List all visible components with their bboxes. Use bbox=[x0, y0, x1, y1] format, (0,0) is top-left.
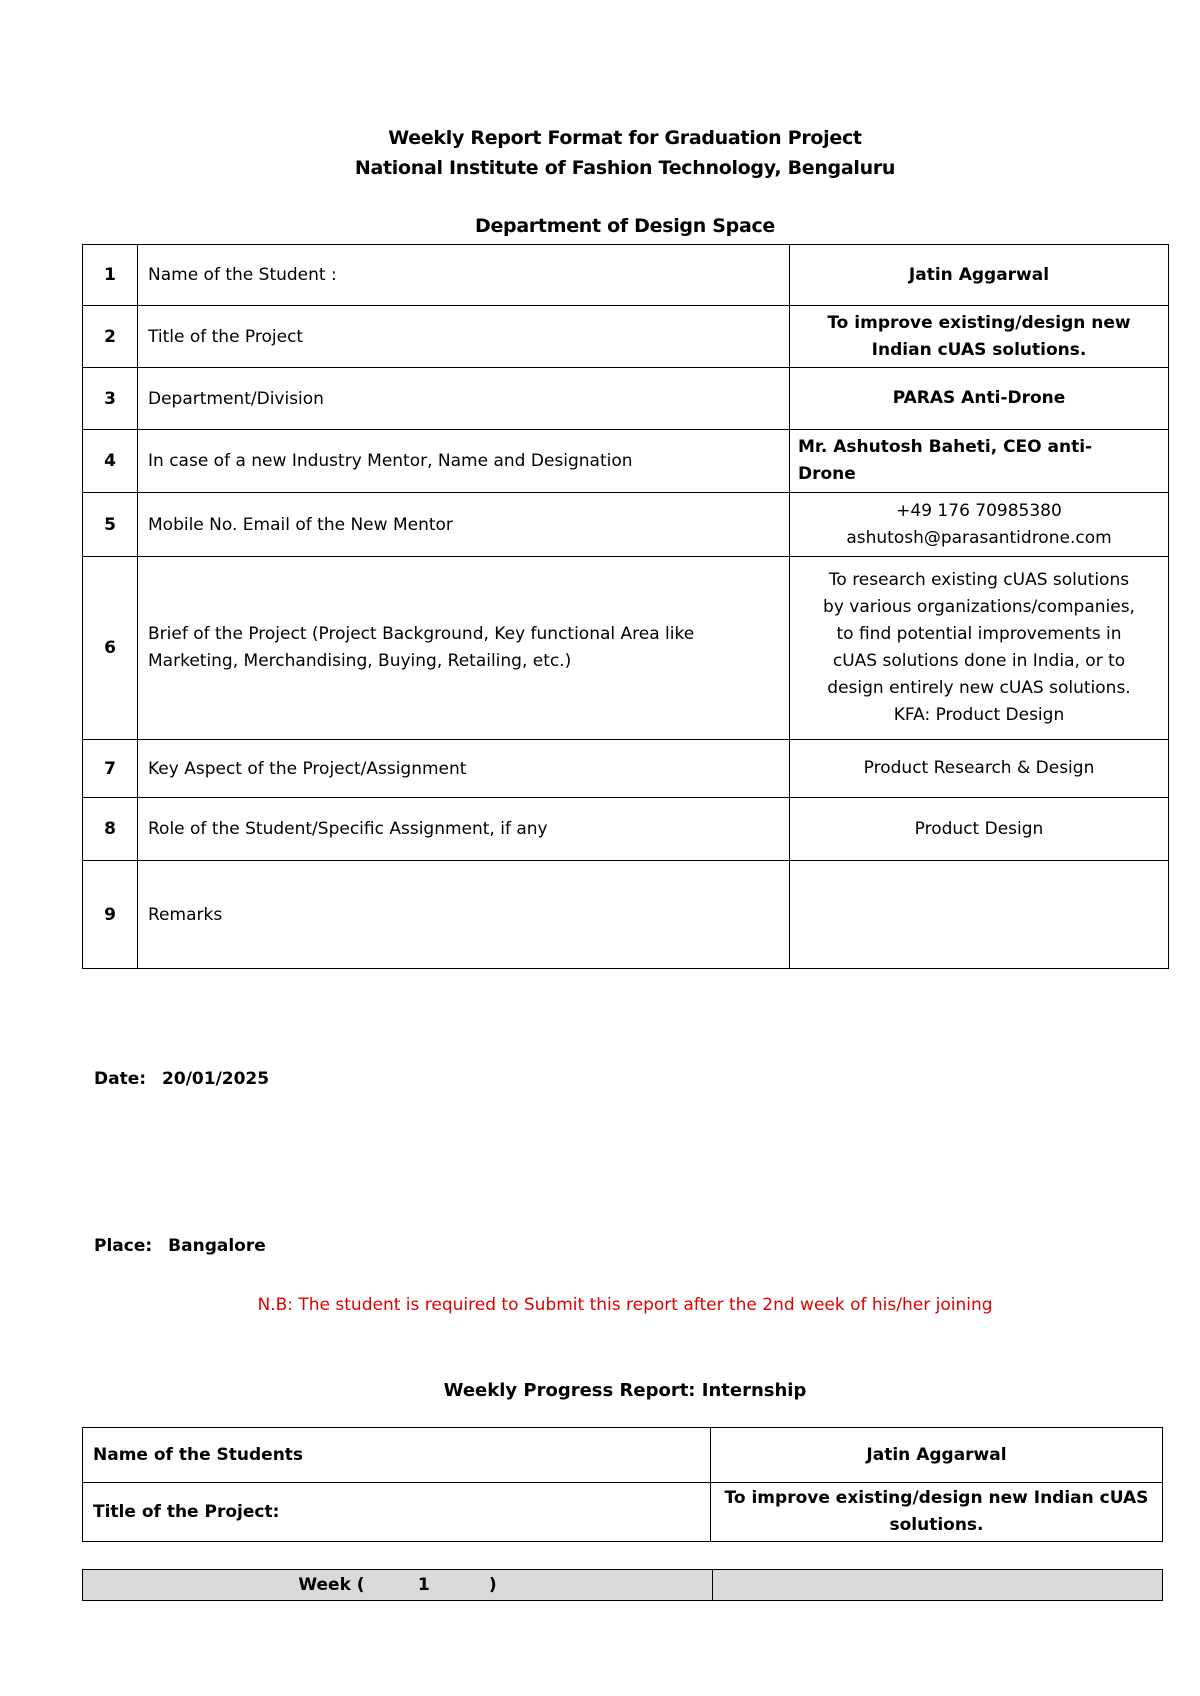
student-name-value: Jatin Aggarwal bbox=[790, 245, 1169, 306]
table-row bbox=[83, 430, 1169, 493]
table-row bbox=[83, 557, 1169, 740]
progress-report-title: Weekly Progress Report: Internship bbox=[443, 1380, 807, 1401]
student-role-value: Product Design bbox=[790, 798, 1169, 861]
remarks-value bbox=[790, 861, 1169, 969]
institute-name: National Institute of Fashion Technology, Bengaluru bbox=[354, 157, 896, 179]
table-row bbox=[83, 740, 1169, 798]
row-number: 3 bbox=[83, 368, 138, 430]
date-label: Date: bbox=[94, 1069, 147, 1089]
field-label: Department/Division bbox=[138, 368, 790, 430]
department-value: PARAS Anti-Drone bbox=[790, 368, 1169, 430]
place-line bbox=[94, 1236, 266, 1256]
project-title-value: To improve existing/design new Indian cUAS solutions. bbox=[790, 306, 1169, 368]
row-number: 7 bbox=[83, 740, 138, 798]
table-row bbox=[83, 798, 1169, 861]
row-number: 1 bbox=[83, 245, 138, 306]
project-title-value: To improve existing/design new Indian cUAS solutions. bbox=[711, 1483, 1163, 1542]
mentor-value: Mr. Ashutosh Baheti, CEO anti- Drone bbox=[790, 430, 1169, 493]
mentor-contact-value: +49 176 70985380 ashutosh@parasantidrone.com bbox=[790, 493, 1169, 557]
report-title: Weekly Report Format for Graduation Project bbox=[388, 127, 862, 149]
table-row bbox=[83, 368, 1169, 430]
date-line bbox=[94, 1069, 269, 1089]
row-number: 6 bbox=[83, 557, 138, 740]
field-label: Name of the Student : bbox=[138, 245, 790, 306]
field-label: Brief of the Project (Project Background, Key functional Area like Marketing, Merchandising, Buying, Retailing, etc.) bbox=[138, 557, 790, 740]
week-value bbox=[713, 1570, 1163, 1601]
row-number: 9 bbox=[83, 861, 138, 969]
week-table bbox=[82, 1569, 1163, 1601]
field-label: Remarks bbox=[138, 861, 790, 969]
row-number: 8 bbox=[83, 798, 138, 861]
field-label: In case of a new Industry Mentor, Name and Designation bbox=[138, 430, 790, 493]
submission-note: N.B: The student is required to Submit this report after the 2nd week of his/her joining bbox=[257, 1295, 993, 1315]
field-label: Role of the Student/Specific Assignment, if any bbox=[138, 798, 790, 861]
field-label: Title of the Project: bbox=[83, 1483, 711, 1542]
place-value: Bangalore bbox=[168, 1236, 266, 1256]
student-details-table bbox=[82, 244, 1169, 969]
students-name-value: Jatin Aggarwal bbox=[711, 1428, 1163, 1483]
field-label: Mobile No. Email of the New Mentor bbox=[138, 493, 790, 557]
table-row bbox=[83, 861, 1169, 969]
table-row bbox=[83, 1483, 1163, 1542]
week-label: Week ( 1 ) bbox=[83, 1570, 713, 1601]
row-number: 2 bbox=[83, 306, 138, 368]
table-row bbox=[83, 1570, 1163, 1601]
field-label: Title of the Project bbox=[138, 306, 790, 368]
project-brief-value: To research existing cUAS solutions by various organizations/companies, to find potential improvements in cUAS solutions done in India, or to design entirely new cUAS solutions. KFA: Product Design bbox=[790, 557, 1169, 740]
field-label: Key Aspect of the Project/Assignment bbox=[138, 740, 790, 798]
table-row bbox=[83, 493, 1169, 557]
date-value: 20/01/2025 bbox=[162, 1069, 270, 1089]
row-number: 5 bbox=[83, 493, 138, 557]
place-label: Place: bbox=[94, 1236, 153, 1256]
table-row bbox=[83, 306, 1169, 368]
key-aspect-value: Product Research & Design bbox=[790, 740, 1169, 798]
field-label: Name of the Students bbox=[83, 1428, 711, 1483]
table-row bbox=[83, 1428, 1163, 1483]
progress-table bbox=[82, 1427, 1163, 1542]
department-heading: Department of Design Space bbox=[474, 215, 776, 237]
table-row bbox=[83, 245, 1169, 306]
row-number: 4 bbox=[83, 430, 138, 493]
